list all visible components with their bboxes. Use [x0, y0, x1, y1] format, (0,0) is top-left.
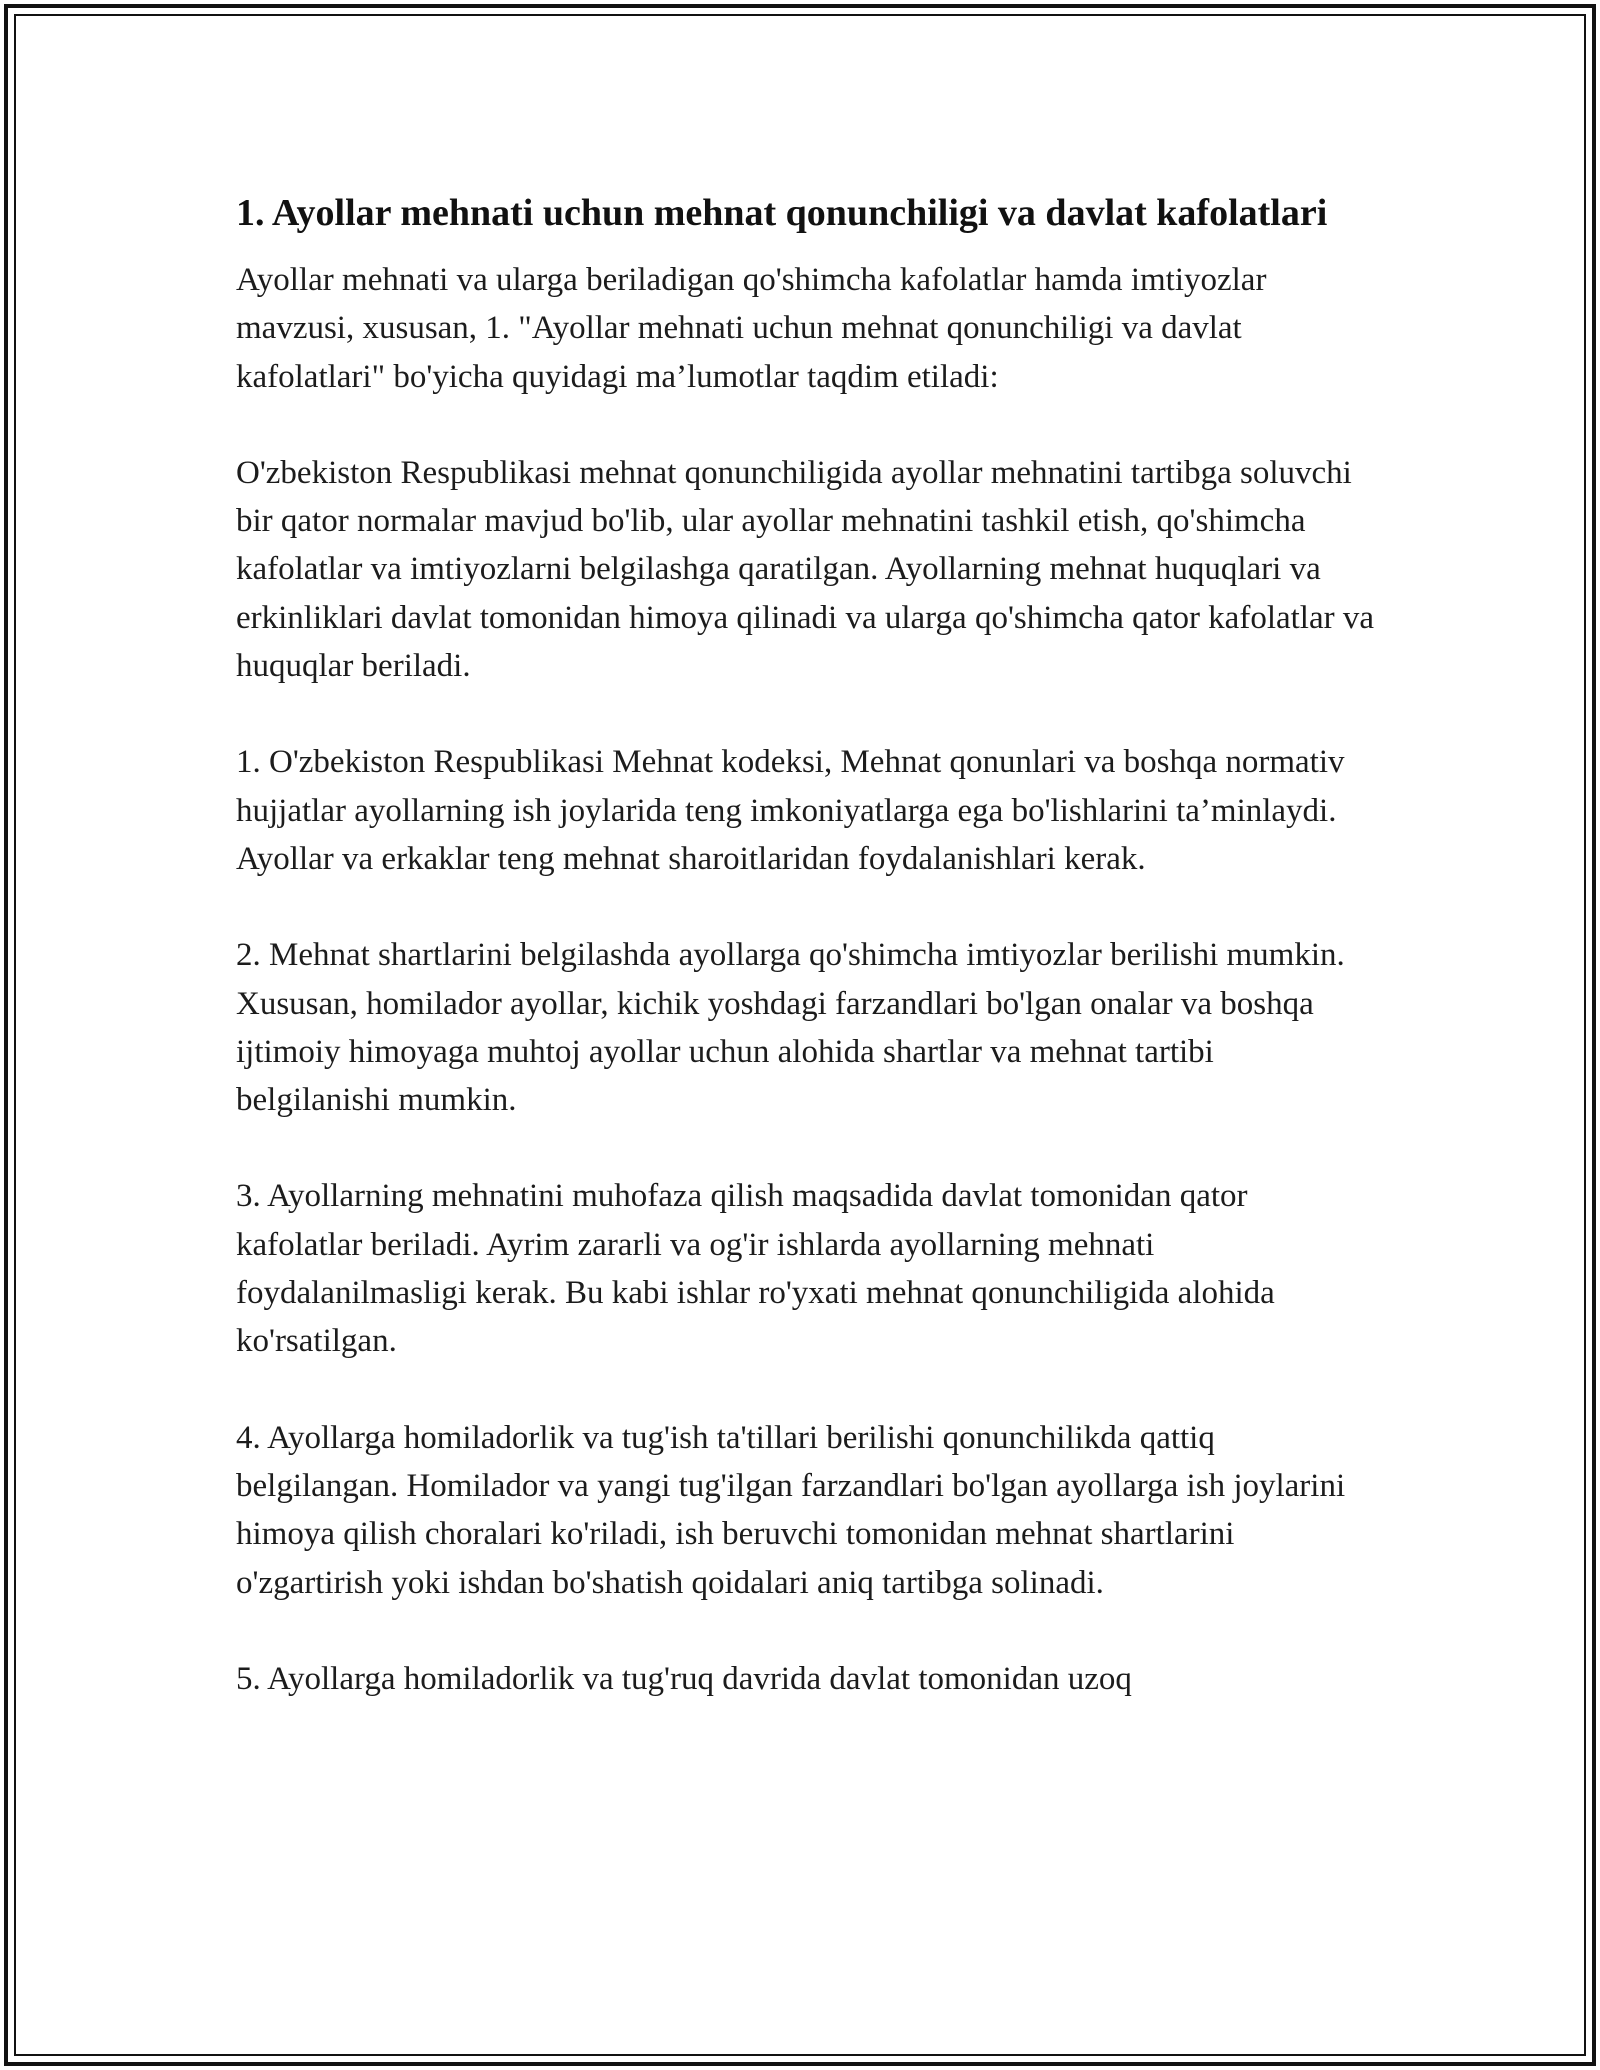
document-body: [236, 186, 1376, 1751]
overview-paragraph: O'zbekiston Respublikasi mehnat qonunchiligida ayollar mehnatini tartibga soluvchi bir qator normalar mavjud bo'lib, ular ayollar mehnatini tashkil etish, qo'shimcha kafolatlar va imtiyozlarni belgilashga qaratilgan. Ayollarning mehnat huquqlari va erkinliklari davlat tomonidan himoya qilinadi va ularga qo'shimcha qator kafolatlar va huquqlar beriladi.: [236, 454, 1375, 685]
list-item-2: 2. Mehnat shartlarini belgilashda ayollarga qo'shimcha imtiyozlar berilishi mumkin. Xususan, homilador ayollar, kichik yoshdagi farzandlari bo'lgan onalar va boshqa ijtimoiy himoyaga muhtoj ayollar uchun alohida shartlar va mehnat tartibi belgilanishi mumkin.: [236, 937, 1345, 1119]
list-item-1: 1. O'zbekiston Respublikasi Mehnat kodeksi, Mehnat qonunlari va boshqa normativ hujjatlar ayollarning ish joylarida teng imkoniyatlarga ega bo'lishlarini ta’minlaydi. Ayollar va erkaklar teng mehnat sharoitlaridan foydalanishlari kerak.: [236, 744, 1345, 877]
list-item-5: 5. Ayollarga homiladorlik va tug'ruq davrida davlat tomonidan uzoq: [236, 1660, 1132, 1697]
list-item-4: 4. Ayollarga homiladorlik va tug'ish ta'tillari berilishi qonunchilikda qattiq belgilangan. Homilador va yangi tug'ilgan farzandlari bo'lgan ayollarga ish joylarini himoya qilish choralari ko'riladi, ish beruvchi tomonidan mehnat shartlarini o'zgartirish yoki ishdan bo'shatish qoidalari aniq tartibga solinadi.: [236, 1419, 1346, 1601]
section-heading: 1. Ayollar mehnati uchun mehnat qonunchiligi va davlat kafolatlari: [236, 192, 1328, 234]
list-item-3: 3. Ayollarning mehnatini muhofaza qilish maqsadida davlat tomonidan qator kafolatlar beriladi. Ayrim zararli va og'ir ishlarda ayollarning mehnati foydalanilmasligi kerak. Bu kabi ishlar ro'yxati mehnat qonunchiligida alohida ko'rsatilgan.: [236, 1178, 1275, 1360]
intro-paragraph: Ayollar mehnati va ularga beriladigan qo'shimcha kafolatlar hamda imtiyozlar mavzusi, xususan, 1. "Ayollar mehnati uchun mehnat qonunchiligi va davlat kafolatlari" bo'yicha quyidagi ma’lumotlar taqdim etiladi:: [236, 262, 1267, 395]
